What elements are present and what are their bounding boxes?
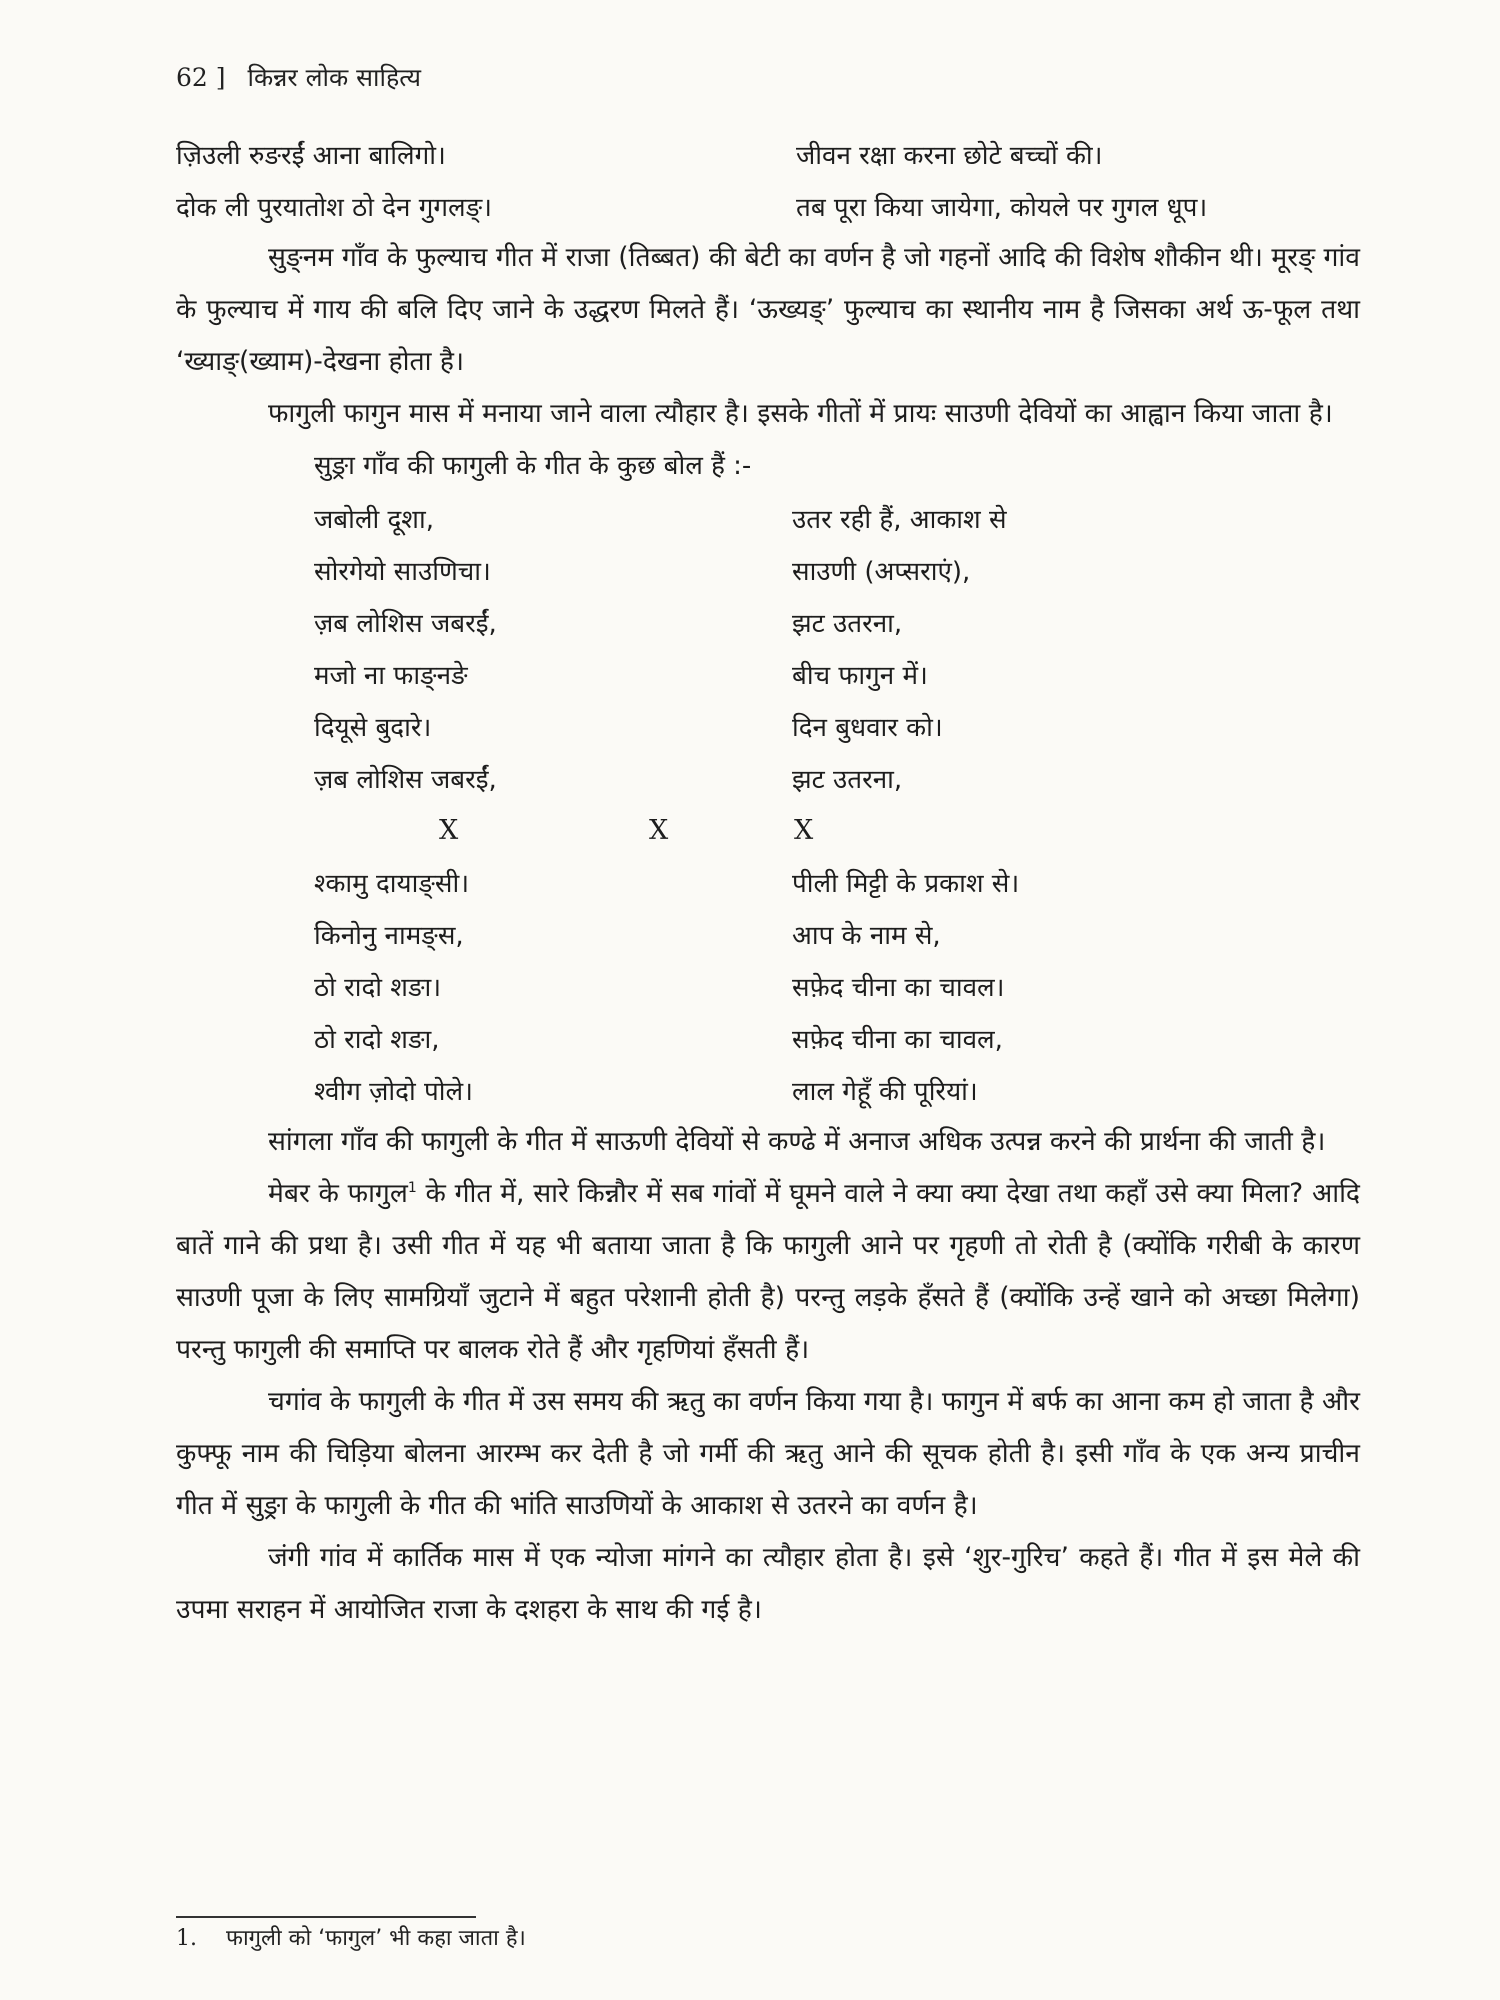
footnote-text: फागुली को ‘फागुल’ भी कहा जाता है। bbox=[226, 1926, 526, 1951]
paragraph-sungnam: सुङ्नम गाँव के फुल्याच गीत में राजा (तिब्बत) की बेटी का वर्णन है जो गहनों आदि की विशेष शौकीन थी। मूरङ् गांव के फुल्याच में गाय की बलि दिए जाने के उद्धरण मिलते हैं। ‘ऊख्यङ्’ फुल्याच का स्थानीय नाम है जिसका अर्थ ऊ-फूल तथा ‘ख्याङ्(ख्याम)-देखना होता है। bbox=[176, 242, 1360, 377]
song-line bbox=[176, 752, 1360, 804]
mebar-text-start: मेबर के फागुल bbox=[268, 1178, 408, 1209]
song-line bbox=[176, 1012, 1360, 1064]
couplet-translation: जीवन रक्षा करना छोटे बच्चों की। bbox=[796, 141, 1103, 171]
separator-mark: X bbox=[649, 814, 669, 846]
song-translation: झट उतरना, bbox=[792, 609, 903, 639]
page-number: 62 ] bbox=[176, 63, 226, 92]
footnote-number: 1. bbox=[176, 1926, 197, 1951]
song-line bbox=[176, 1064, 1360, 1116]
song-original: जबोली दूशा, bbox=[314, 505, 434, 535]
separator-mark: X bbox=[794, 814, 814, 846]
song-line bbox=[176, 492, 1360, 544]
song-original: श्वीग ज़ोदो पोले। bbox=[314, 1077, 473, 1107]
song-translation: उतर रही हैं, आकाश से bbox=[792, 505, 1007, 535]
couplet-line bbox=[176, 128, 1360, 180]
song-translation: सफ़ेद चीना का चावल, bbox=[792, 1025, 1003, 1055]
separator-mark: X bbox=[439, 814, 459, 846]
paragraph-chagaon: चगांव के फागुली के गीत में उस समय की ऋतु का वर्णन किया गया है। फागुन में बर्फ का आना कम हो जाता है और कुफ्फू नाम की चिड़िया बोलना आरम्भ कर देती है जो गर्मी की ऋतु आने की सूचक होती है। इसी गाँव के एक अन्य प्राचीन गीत में सुङ्रा के फागुली के गीत की भांति साउणियों के आकाश से उतरने का वर्णन है। bbox=[176, 1386, 1360, 1521]
song-original: ठो रादो शङा, bbox=[314, 1025, 440, 1055]
main-text bbox=[176, 128, 1360, 1636]
song-translation: सफ़ेद चीना का चावल। bbox=[792, 973, 1005, 1003]
couplet-line bbox=[176, 180, 1360, 232]
mebar-text-rest: के गीत में, सारे किन्नौर में सब गांवों में घूमने वाले ने क्या क्या देखा तथा कहाँ उसे क्या मिला? आदि बातें गाने की प्रथा है। उसी गीत में यह भी बताया जाता है कि फागुली आने पर गृहणी तो रोती है (क्योंकि गरीबी के कारण साउणी पूजा के लिए सामग्रियाँ जुटाने में बहुत परेशानी होती है) परन्तु लड़के हँसते हैं (क्योंकि उन्हें खाने को अच्छा मिलेगा) परन्तु फागुली की समाप्ति पर बालक रोते हैं और गृहणियां हँसती हैं। bbox=[176, 1178, 1361, 1365]
song-original: मजो ना फाङ्नङे bbox=[314, 661, 468, 691]
song-line bbox=[176, 544, 1360, 596]
footnote-marker: 1 bbox=[407, 1180, 417, 1197]
song-translation: झट उतरना, bbox=[792, 765, 903, 795]
couplet-original: दोक ली पुरयातोश ठो देन गुगलङ्। bbox=[176, 193, 493, 223]
song-original: श्कामु दायाङ्सी। bbox=[314, 869, 470, 899]
song-line bbox=[176, 700, 1360, 752]
song-original: ठो रादो शङा। bbox=[314, 973, 442, 1003]
song-line bbox=[176, 596, 1360, 648]
song-line bbox=[176, 648, 1360, 700]
song-line bbox=[176, 856, 1360, 908]
song-line bbox=[176, 960, 1360, 1012]
song-translation: पीली मिट्टी के प्रकाश से। bbox=[792, 869, 1020, 899]
song-translation: दिन बुधवार को। bbox=[792, 713, 943, 743]
paragraph-faguli: फागुली फागुन मास में मनाया जाने वाला त्यौहार है। इसके गीतों में प्रायः साउणी देवियों का आह्वान किया जाता है। bbox=[268, 398, 1333, 429]
footnote-divider bbox=[176, 1916, 476, 1918]
song-translation: साउणी (अप्सराएं), bbox=[792, 557, 971, 587]
song-translation: बीच फागुन में। bbox=[792, 661, 928, 691]
opening-couplets bbox=[176, 128, 1360, 232]
book-title: किन्नर लोक साहित्य bbox=[247, 63, 422, 92]
footnote bbox=[176, 1922, 526, 1952]
sungra-song bbox=[176, 440, 1360, 1116]
couplet-translation: तब पूरा किया जायेगा, कोयले पर गुगल धूप। bbox=[796, 193, 1208, 223]
song-original: ज़ब लोशिस जबरईं, bbox=[314, 609, 497, 639]
song-intro: सुङ्रा गाँव की फागुली के गीत के कुछ बोल हैं :- bbox=[314, 451, 752, 481]
song-original: दियूसे बुदारे। bbox=[314, 713, 432, 743]
song-original: किनोनु नामङ्स, bbox=[314, 921, 464, 951]
song-translation: लाल गेहूँ की पूरियां। bbox=[792, 1077, 978, 1107]
section-separator bbox=[176, 804, 1360, 856]
song-original: ज़ब लोशिस जबरईं, bbox=[314, 765, 497, 795]
song-original: सोरगेयो साउणिचा। bbox=[314, 557, 491, 587]
song-line bbox=[176, 908, 1360, 960]
song-translation: आप के नाम से, bbox=[792, 921, 941, 951]
couplet-original: ज़िउली रुङरईं आना बालिगो। bbox=[176, 141, 446, 171]
paragraph-mebar bbox=[176, 1168, 1360, 1376]
running-head bbox=[176, 60, 435, 94]
paragraph-jangi: जंगी गांव में कार्तिक मास में एक न्योजा मांगने का त्यौहार होता है। इसे ‘शुर-गुरिच’ कहते हैं। गीत में इस मेले की उपमा सराहन में आयोजित राजा के दशहरा के साथ की गई है। bbox=[176, 1542, 1360, 1625]
paragraph-sangla: सांगला गाँव की फागुली के गीत में साऊणी देवियों से कण्ढे में अनाज अधिक उत्पन्न करने की प्रार्थना की जाती है। bbox=[268, 1126, 1326, 1157]
